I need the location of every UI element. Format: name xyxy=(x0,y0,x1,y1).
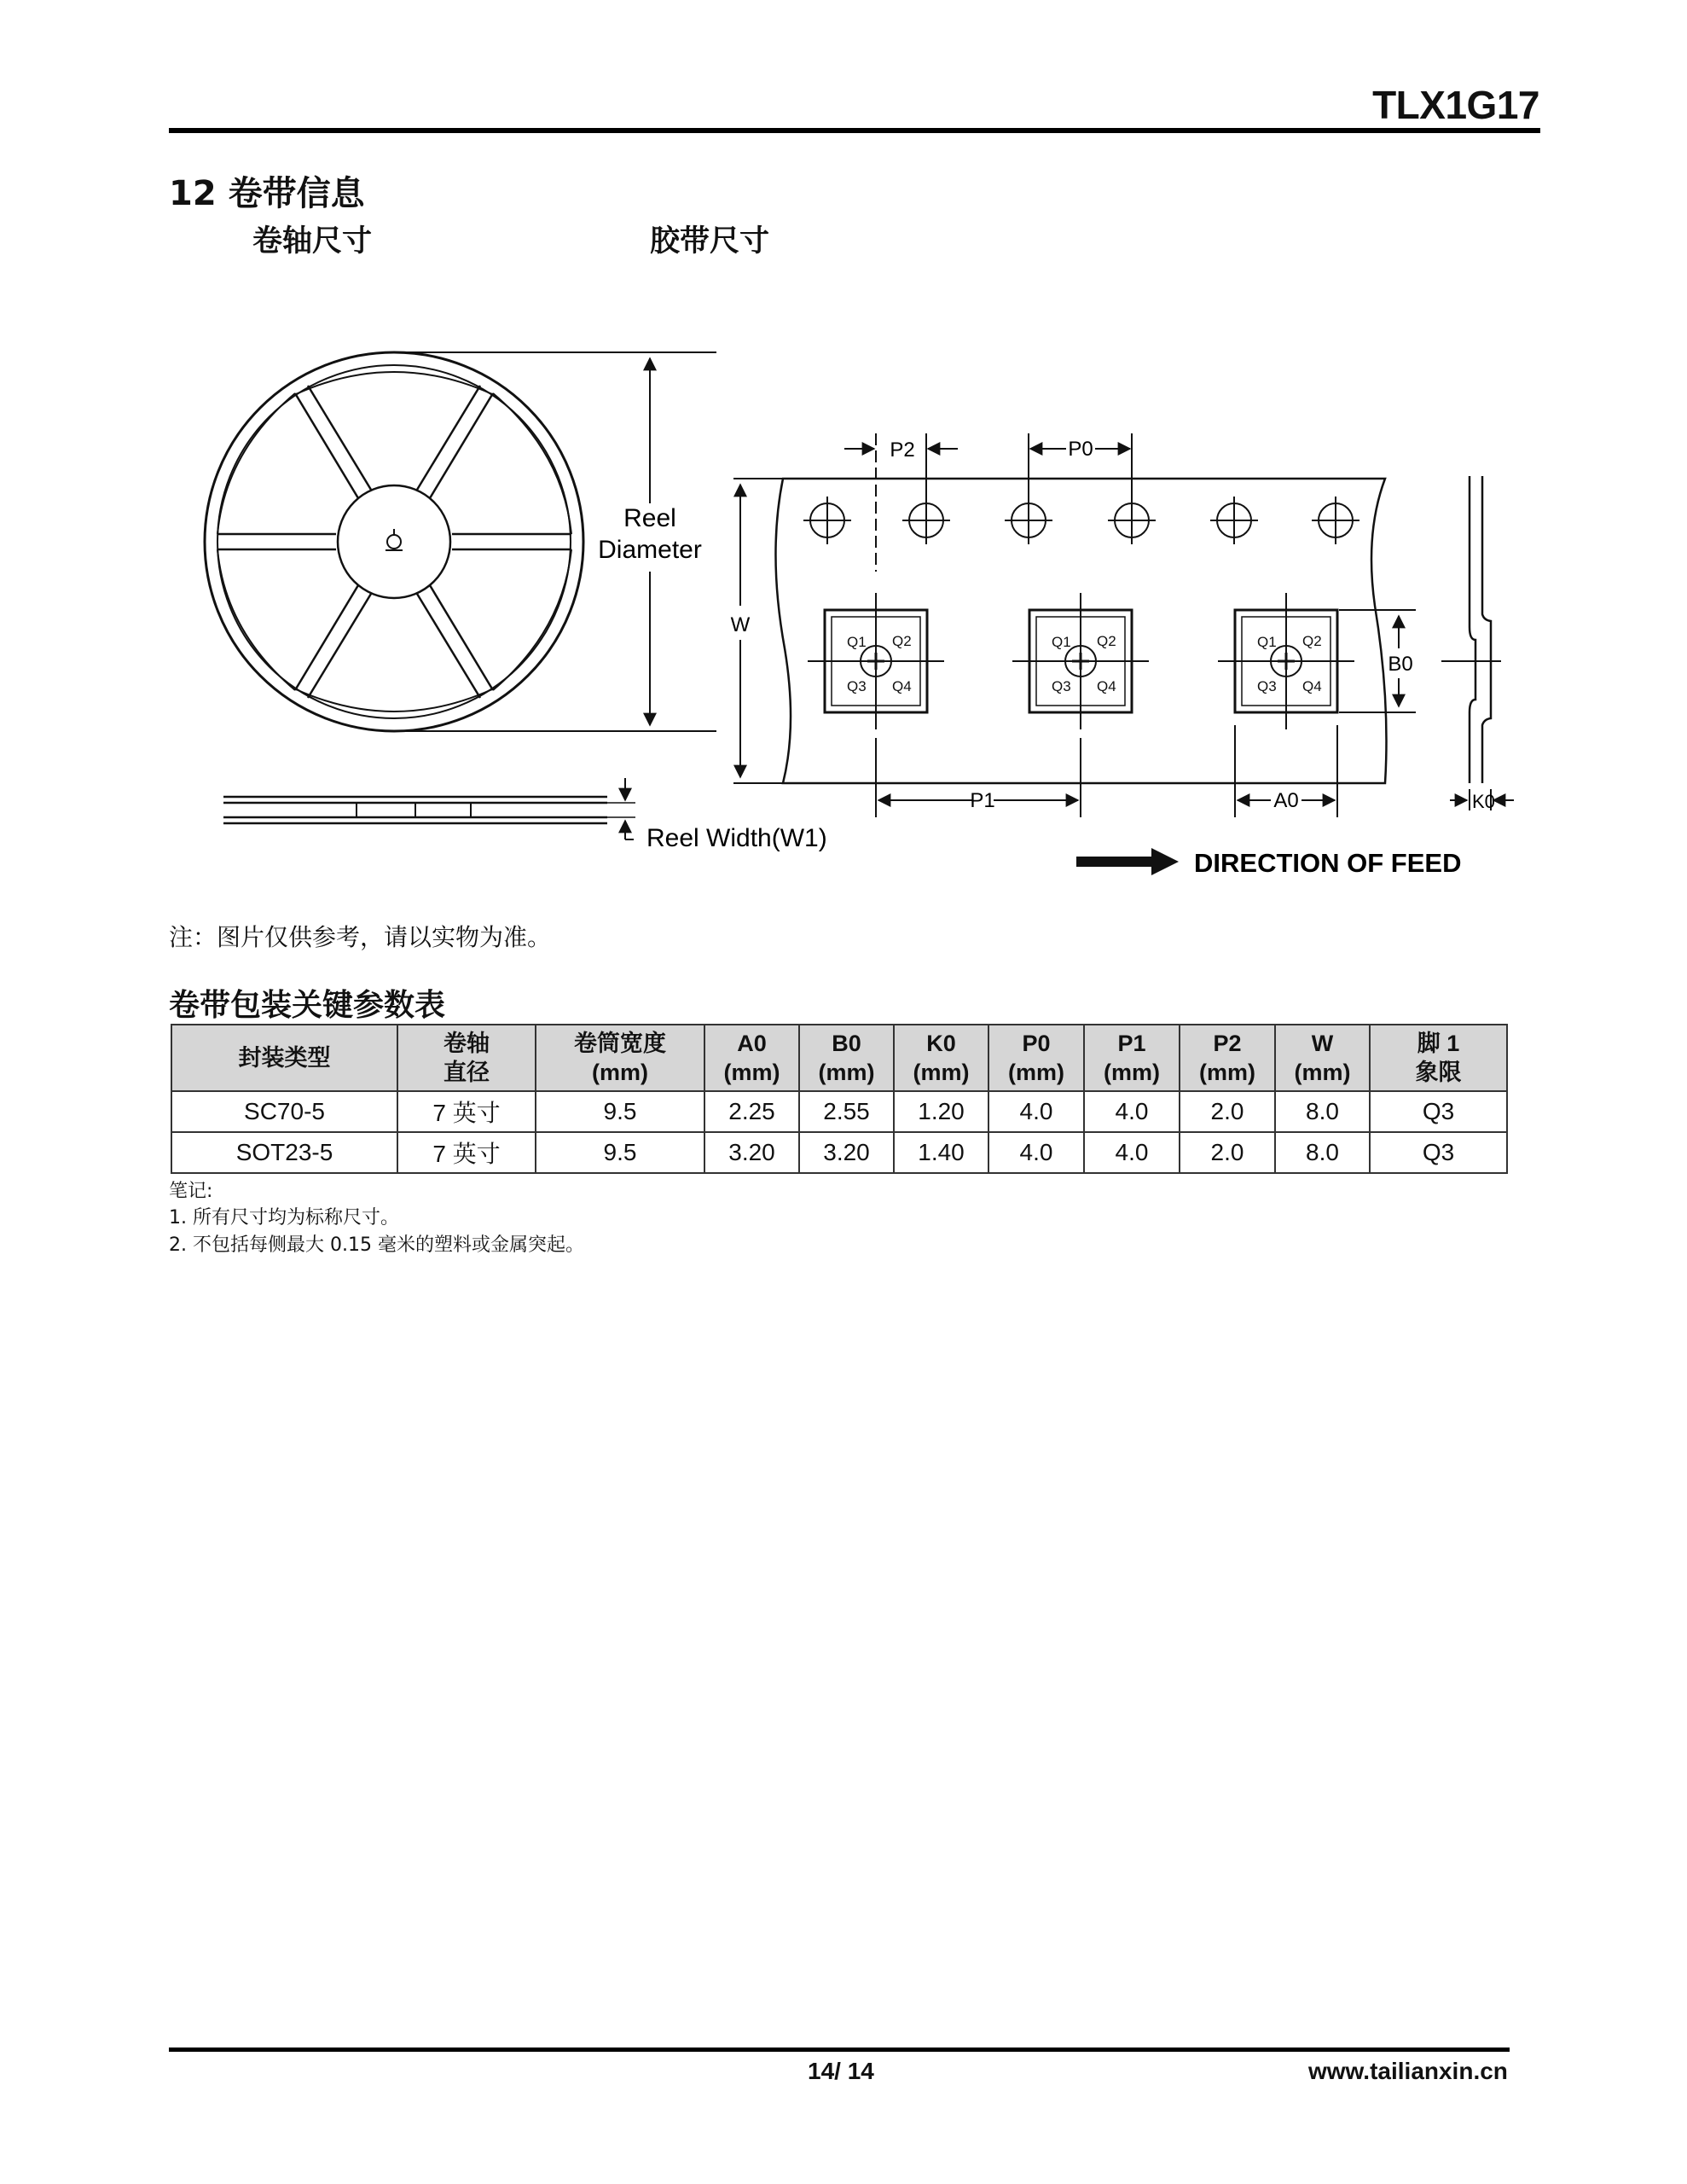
tape-side-profile xyxy=(1441,476,1514,810)
a0-label: A0 xyxy=(1273,789,1299,812)
cell-reel-width: 9.5 xyxy=(536,1091,704,1132)
q3-label: Q3 xyxy=(847,678,867,694)
cell-p2: 2.0 xyxy=(1180,1132,1275,1173)
notes-title: 笔记: xyxy=(169,1181,213,1202)
p0-label: P0 xyxy=(1068,438,1093,461)
tape-reel-diagram xyxy=(0,0,1687,904)
header-b0: B0 (mm) xyxy=(799,1025,894,1091)
reel-side-view xyxy=(223,778,635,839)
cell-b0: 3.20 xyxy=(799,1132,894,1173)
cell-k0: 1.20 xyxy=(894,1091,988,1132)
table-header-row xyxy=(171,1025,1507,1091)
q2-label: Q2 xyxy=(1302,633,1322,649)
reel-diameter-label-2: Diameter xyxy=(598,536,702,564)
cell-p0: 4.0 xyxy=(988,1091,1084,1132)
reel-dimensions-label: 卷轴尺寸 xyxy=(252,224,373,258)
q4-label: Q4 xyxy=(1302,678,1322,694)
cell-pin1-quadrant: Q3 xyxy=(1370,1132,1507,1173)
cell-p0: 4.0 xyxy=(988,1132,1084,1173)
footer-rule xyxy=(169,2048,1510,2052)
header-p1: P1 (mm) xyxy=(1084,1025,1180,1091)
table-row xyxy=(171,1091,1507,1132)
cell-reel-width: 9.5 xyxy=(536,1132,704,1173)
q4-label: Q4 xyxy=(1097,678,1116,694)
cell-pin1-quadrant: Q3 xyxy=(1370,1091,1507,1132)
q1-label: Q1 xyxy=(847,634,867,650)
pocket-2 xyxy=(1012,593,1149,729)
q4-label: Q4 xyxy=(892,678,912,694)
tape-reel-parameter-table xyxy=(171,1024,1508,1174)
pocket-1 xyxy=(808,593,944,729)
direction-of-feed-label: DIRECTION OF FEED xyxy=(1194,848,1462,878)
page-number: 14/ 14 xyxy=(808,2058,874,2084)
cell-reel-diameter: 7 英寸 xyxy=(397,1091,536,1132)
q2-label: Q2 xyxy=(892,633,912,649)
header-reel-diameter: 卷轴 直径 xyxy=(397,1025,536,1091)
section-title: 12 卷带信息 xyxy=(169,174,365,213)
header-package-type: 封装类型 xyxy=(171,1025,397,1091)
cell-a0: 3.20 xyxy=(704,1132,799,1173)
q2-label: Q2 xyxy=(1097,633,1116,649)
q1-label: Q1 xyxy=(1052,634,1071,650)
q3-label: Q3 xyxy=(1052,678,1071,694)
header-pin1-quadrant: 脚 1 象限 xyxy=(1370,1025,1507,1091)
cell-w: 8.0 xyxy=(1275,1091,1370,1132)
q1-label: Q1 xyxy=(1257,634,1277,650)
note-item: 1. 所有尺寸均为标称尺寸。 xyxy=(169,1207,399,1228)
k0-label: K0 xyxy=(1472,791,1495,812)
part-number: TLX1G17 xyxy=(1372,83,1539,127)
header-w: W (mm) xyxy=(1275,1025,1370,1091)
pocket-3 xyxy=(1218,593,1354,729)
pockets xyxy=(808,593,1354,729)
q3-label: Q3 xyxy=(1257,678,1277,694)
b0-label: B0 xyxy=(1388,653,1413,676)
cell-package: SOT23-5 xyxy=(171,1132,397,1173)
cell-b0: 2.55 xyxy=(799,1091,894,1132)
cell-package: SC70-5 xyxy=(171,1091,397,1132)
reel-drawing xyxy=(205,352,583,731)
p2-label: P2 xyxy=(890,439,915,462)
tape-dimensions-label: 胶带尺寸 xyxy=(650,224,770,258)
note-item: 2. 不包括每侧最大 0.15 毫米的塑料或金属突起。 xyxy=(169,1234,584,1256)
w-label: W xyxy=(730,613,751,636)
disclaimer-note: 注：图片仅供参考，请以实物为准。 xyxy=(169,923,552,951)
reel-diameter-label-1: Reel xyxy=(623,504,676,532)
cell-reel-diameter: 7 英寸 xyxy=(397,1132,536,1173)
cell-p1: 4.0 xyxy=(1084,1132,1180,1173)
cell-p1: 4.0 xyxy=(1084,1091,1180,1132)
header-k0: K0 (mm) xyxy=(894,1025,988,1091)
header-p0: P0 (mm) xyxy=(988,1025,1084,1091)
header-a0: A0 (mm) xyxy=(704,1025,799,1091)
cell-a0: 2.25 xyxy=(704,1091,799,1132)
table-row xyxy=(171,1132,1507,1173)
p1-a0-dimensions xyxy=(876,725,1337,817)
header-reel-width: 卷筒宽度 (mm) xyxy=(536,1025,704,1091)
website-link[interactable]: www.tailianxin.cn xyxy=(1308,2058,1508,2084)
cell-k0: 1.40 xyxy=(894,1132,988,1173)
table-title: 卷带包装关键参数表 xyxy=(169,988,446,1023)
header-p2: P2 (mm) xyxy=(1180,1025,1275,1091)
sprocket-holes xyxy=(803,497,1359,544)
cell-p2: 2.0 xyxy=(1180,1091,1275,1132)
cell-w: 8.0 xyxy=(1275,1132,1370,1173)
p1-label: P1 xyxy=(970,789,995,812)
reel-width-label: Reel Width(W1) xyxy=(646,824,827,852)
feed-direction-arrow xyxy=(1076,848,1179,875)
